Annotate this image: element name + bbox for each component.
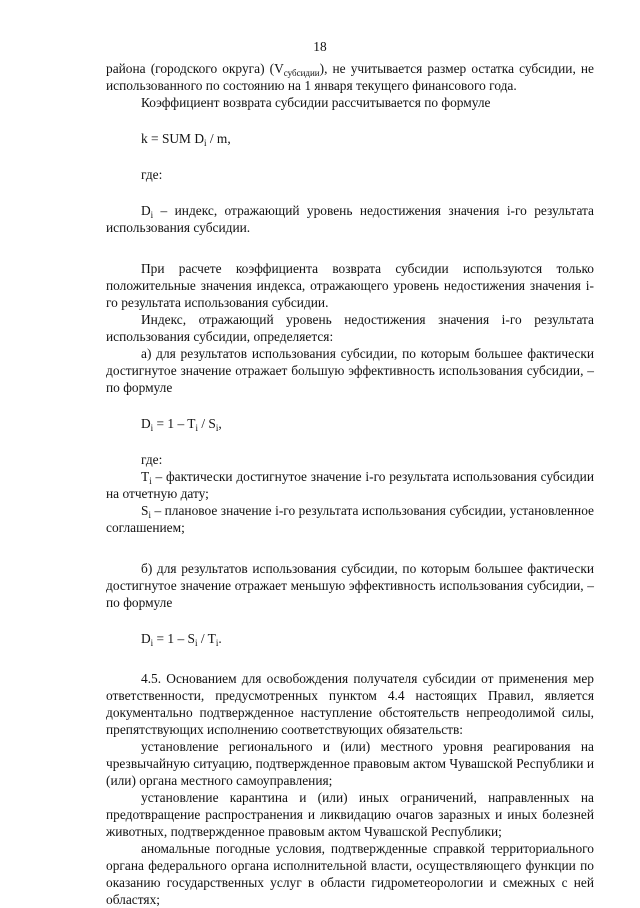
paragraph-weather-conditions: аномальные погодные условия, подтвержденные справкой территориального органа федерального органа исполнительной власти, осуществляющего функции по оказанию государственных услуг в области гидрометеорологии и смежных с ней областях; [106, 841, 594, 907]
formula-k: k = SUM $D_i$ / m, [141, 131, 231, 148]
paragraph-section-4-5: 4.5. Основанием для освобождения получателя субсидии от применения мер ответственности, предусмотренных пунктом 4.4 настоящих Правил, является документально подтвержденное наступление обстоятельств непреодолимой силы, препятствующих исполнению соответствующих обязательств: [106, 671, 594, 737]
formula-d-case-a: $D_i = 1 - T_i / S_i$, [141, 416, 222, 433]
paragraph-s-definition: $S_i$ – плановое значение i-го результата использования субсидии, установленное соглашением; [106, 503, 594, 535]
paragraph-index-definition: $D_i$ – индекс, отражающий уровень недостижения значения i-го результата использования субсидии. [106, 203, 594, 235]
paragraph-case-a: а) для результатов использования субсидии, по которым большее фактически достигнутое значение отражает большую эффективность использования субсидии, – по формуле [106, 346, 594, 395]
paragraph-subsidy-remainder: района (городского округа) $(V_{субсидии})$, не учитывается размер остатка субсидии, не использованного по состоянию на 1 января текущего финансового года. [106, 61, 594, 93]
where-label: где: [141, 167, 163, 182]
paragraph-emergency-response: установление регионального и (или) местного уровня реагирования на чрезвычайную ситуацию, подтвержденное правовым актом Чувашской Республики и (или) органа местного самоуправления; [106, 739, 594, 788]
paragraph-positive-values: При расчете коэффициента возврата субсидии используются только положительные значения индекса, отражающего уровень недостижения значения i-го результата использования субсидии. [106, 261, 594, 310]
paragraph-index-determination: Индекс, отражающий уровень недостижения значения i-го результата использования субсидии, определяется: [106, 312, 594, 344]
document-body [106, 60, 594, 908]
formula-d-case-b: $D_i = 1 - S_i / T_i$. [141, 631, 222, 648]
paragraph-t-definition: $T_i$ – фактически достигнутое значение i-го результата использования субсидии на отчетную дату; [106, 469, 594, 501]
where-label: где: [141, 452, 163, 467]
paragraph-case-b: б) для результатов использования субсидии, по которым большее фактически достигнутое значение отражает меньшую эффективность использования субсидии, – по формуле [106, 561, 594, 610]
paragraph-quarantine: установление карантина и (или) иных ограничений, направленных на предотвращение распространения и ликвидацию очагов заразных и иных болезней животных, подтвержденное правовым актом Чувашской Республики; [106, 790, 594, 839]
paragraph-coefficient-formula-intro: Коэффициент возврата субсидии рассчитывается по формуле [141, 95, 491, 110]
page-number: 18 [313, 39, 327, 54]
